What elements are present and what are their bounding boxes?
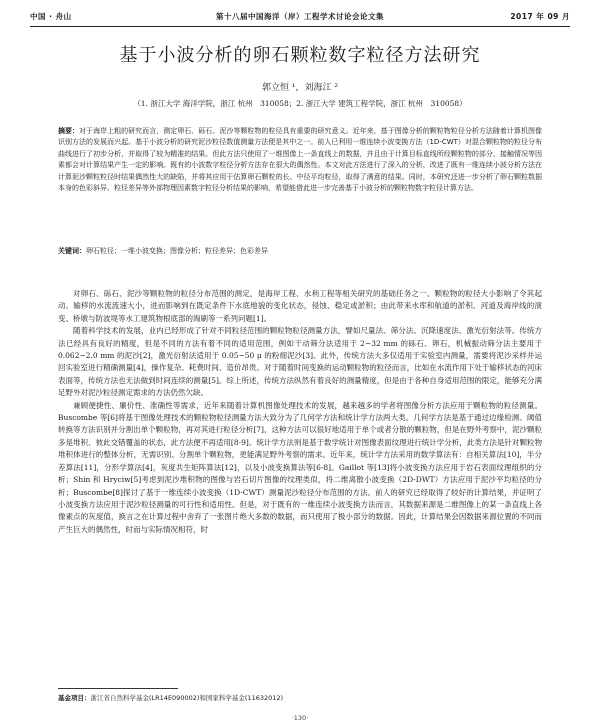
running-header — [30, 10, 570, 24]
keywords — [58, 246, 542, 257]
page-number: ·130· — [291, 714, 309, 722]
body-text — [58, 288, 542, 536]
body-paragraph: 随着科学技术的发展，业内已经形成了针对不同粒径范围的颗粒物粒径测量方法，譬如尺量法、筛分法、沉降速度法、激光衍射法等。传统方法已经具有良好的精度，但是不同的方法有着不同的适用范围，例如干动筛分法适用于 2~32 mm 的砾石、卵石，机械振动筛分法主要用于 0.062~2.0 mm 的泥沙[2]，激光衍射法适用于 0.05~50 μ 的粉细泥沙[3]。此外，传统方法大多仅适用于实验室内测量，需要将泥沙采样并运回实验室进行精确测量[4]，操作复杂、耗费时间、造价昂贵。对于随着时间变换的运动颗粒物的粒径而言，比如在水流作用下处于输移状态的河床表面等，传统方法也无法做到时间连续的测量[5]。综上所述，传统方法纵然有着良好的测量精度，但是由于各种自身适用范围的限定，能够充分满足野外对泥沙粒径测定需求的方法仍然欠缺。 — [58, 326, 542, 398]
header-divider — [30, 26, 570, 27]
abstract — [58, 126, 542, 194]
body-paragraph: 对卵石、砾石、泥沙等颗粒物的粒径分布范围的测定，是海岸工程、水利工程等相关研究的基础任务之一。颗粒物的粒径大小影响了令其起动、输移的水流流速大小，进而影响到在既定条件下水底地貌的变化状态，侵蚀、稳定或淤积；由此带来水库和航道的淤积、河道及海岸线的演变、桥墩与防波堤等水工建筑物根底部的淘刷等一系列问题[1]。 — [58, 289, 542, 323]
abstract-text: 对于海岸上粗的研究而言，测定卵石、砾石、泥沙等颗粒物的粒径具有重要的研究意义。近年来，基于图像分析的颗粒物粒径分析方法随着计算机图像识别方法的发展而兴起。基于小波分析的研究泥沙粒径数值测量方法便是其中之一。前人已利用一维连续小波变换方法（1D-CWT）对混合颗粒物的粒径分布曲线进行了初步分析，并取得了较为精准的结果。但此方法只使用了一维图像上一条直线上的数据，并且由于计算目标直线所经颗粒物的部分、接触情况等因素都会对计算结果产生一定的影响。既有的小波数字粒径分析方法存在很大的偶然性。本文对此方法进行了深入的分析，改进了既有一维连续小波分析方法在计算泥沙颗粒粒径时结果偶然性大的缺陷，并将其应用于估算卵石颗粒的长、中径平均粒径，取得了满意的结果。同时，本研究还进一步分析了卵石颗粒数据本身的色彩斜异、粒径差异等外部物理因素数字粒径分析结果的影响，希望能借此进一步完善基于小波分析的颗粒物数字粒径计算方法。 — [58, 127, 543, 193]
author-affiliation: （1. 浙江大学 海洋学院，浙江 杭州 310058；2. 浙江大学 建筑工程学院，浙江 杭州 310058） — [133, 99, 467, 108]
header-proceedings: 第十八届中国海洋（岸）工程学术讨论会论文集 — [216, 12, 384, 21]
footnote-text: 浙江省自然科学基金(LR14E090002)和国家科学基金(11632012) — [90, 694, 284, 702]
header-date: 2017 年 09 月 — [510, 12, 570, 21]
footnote-divider — [58, 688, 178, 689]
paper-authors: 郭立恒 ¹，刘海江 ² — [262, 83, 338, 93]
abstract-label: 摘要： — [58, 127, 80, 135]
keywords-label: 关键词： — [58, 247, 86, 255]
paper-title: 基于小波分析的卵石颗粒数字粒径方法研究 — [119, 45, 481, 66]
keywords-text: 卵石粒径；一维小波变换；图像分析；粒径差异；色彩差异 — [86, 247, 268, 255]
funding-footnote — [58, 694, 542, 703]
header-location: 中国 · 舟山 — [30, 12, 72, 21]
body-paragraph: 兼顾便捷性、廉价性、准确性等需求，近年来随着计算机图像处理技术的发展，越来越多的学者将图像分析方法应用于颗粒物的粒径测量。Buscombe 等[6]将基于图像处理技术的颗粒物粒径测量方法大致分为了几何学方法和统计学方法两大类。几何学方法是基于通过边缘检测、阈值转换等方法识别并分割出单个颗粒物，再对其进行粒径分析[7]，这种方法可以很好地适用于单个或者分散的颗粒物，但是在野外考察中，泥沙颗粒多是堆积、彼此交错覆盖的状态，此方法便不再适用[8-9]。统计学方法则是基于数学统计对图像表面纹理进行统计学分析，此类方法是针对颗粒物堆积体进行的整体分析，无需识别、分割单个颗粒物，更能满足野外考察的需求。近年来，统计学方法采用的数学算法有：自相关算法[10]，半分差算法[11]，分形学算法[4]，灰度共生矩阵算法[12]，以及小波变换算法等[6-8]。Gaillot 等[13]将小波变换方法应用于岩石表面纹理组织的分析；Shin 和 Hryciw[5]考虑到泥沙堆积物的图像与岩石切片图像的纹理类似，将二维离散小波变换（2D-DWT）方法应用于泥沙平均粒径的分析；Buscombe[8]探讨了基于一维连续小波变换（1D-CWT）测量泥沙粒径分布范围的方法。前人的研究已经取得了较好的计算结果，并证明了小波变换方法应用于泥沙粒径测量的可行性和适用性。但是，对于既有的一维连续小波变换方法而言，其数据来源是二维图像上的某一条直线上各像素点的灰度值，换言之在计算过程中舍弃了一张图片绝大多数的数据，而只使用了极小部分的数据。因此，计算结果会因数据来源位置的不同而产生巨大的偶然性，时而与实际情况相符，时 — [58, 400, 542, 534]
footnote-label: 基金项目： — [58, 694, 91, 702]
